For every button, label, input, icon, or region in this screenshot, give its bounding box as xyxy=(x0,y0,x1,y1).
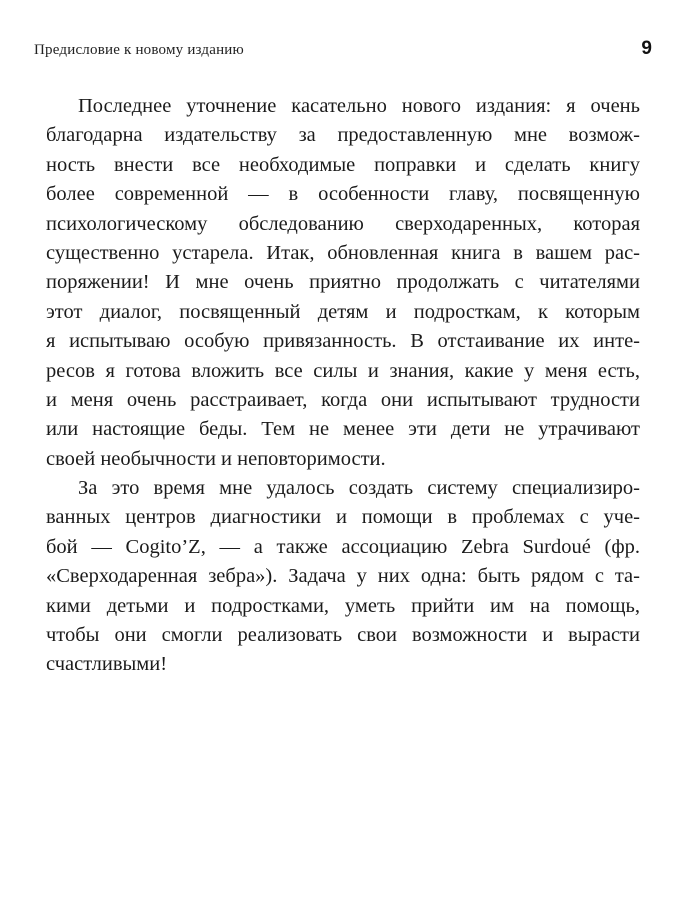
text-line: За это время мне удалось создать систему специализиро- xyxy=(78,477,640,500)
text-line: счастливыми! xyxy=(46,653,168,676)
text-line: существенно устарела. Итак, обновленная книга в вашем рас- xyxy=(46,241,640,264)
text-line: я испытываю особую привязанность. В отстаивание их инте- xyxy=(46,330,640,353)
text-line: поряжении! И мне очень приятно продолжать с читателями xyxy=(46,271,640,294)
text-line: этот диалог, посвященный детям и подросткам, к которым xyxy=(46,300,640,323)
text-line: ванных центров диагностики и помощи в проблемах с уче- xyxy=(46,506,640,529)
text-line: ность внести все необходимые поправки и сделать книгу xyxy=(46,153,640,176)
text-line: психологическому обследованию сверходаренных, которая xyxy=(46,212,640,235)
text-line: «Сверходаренная зебра»). Задача у них одна: быть рядом с та- xyxy=(46,565,640,588)
text-line: кими детьми и подростками, уметь прийти им на помощь, xyxy=(46,594,640,617)
text-line: благодарна издательству за предоставленную мне возмож- xyxy=(46,124,640,147)
text-line: своей необычности и неповторимости. xyxy=(46,447,386,470)
text-line: бой — Cogito’Z, — а также ассоциацию Zebra Surdoué (фр. xyxy=(46,535,640,558)
running-head-title: Предисловие к новому изданию xyxy=(34,42,244,58)
text-line: или настоящие беды. Тем не менее эти дети не утрачивают xyxy=(46,418,640,441)
text-line: Последнее уточнение касательно нового издания: я очень xyxy=(78,95,640,117)
text-line: чтобы они смогли реализовать свои возможности и вырасти xyxy=(46,624,640,647)
text-line: более современной — в особенности главу, посвященную xyxy=(46,183,640,206)
page-number: 9 xyxy=(641,38,652,59)
paragraph xyxy=(46,92,640,474)
paragraph xyxy=(46,474,640,680)
text-line: ресов я готова вложить все силы и знания, какие у меня есть, xyxy=(46,359,640,382)
body-text xyxy=(46,92,640,680)
text-line: и меня очень расстраивает, когда они испытывают трудности xyxy=(46,388,640,411)
